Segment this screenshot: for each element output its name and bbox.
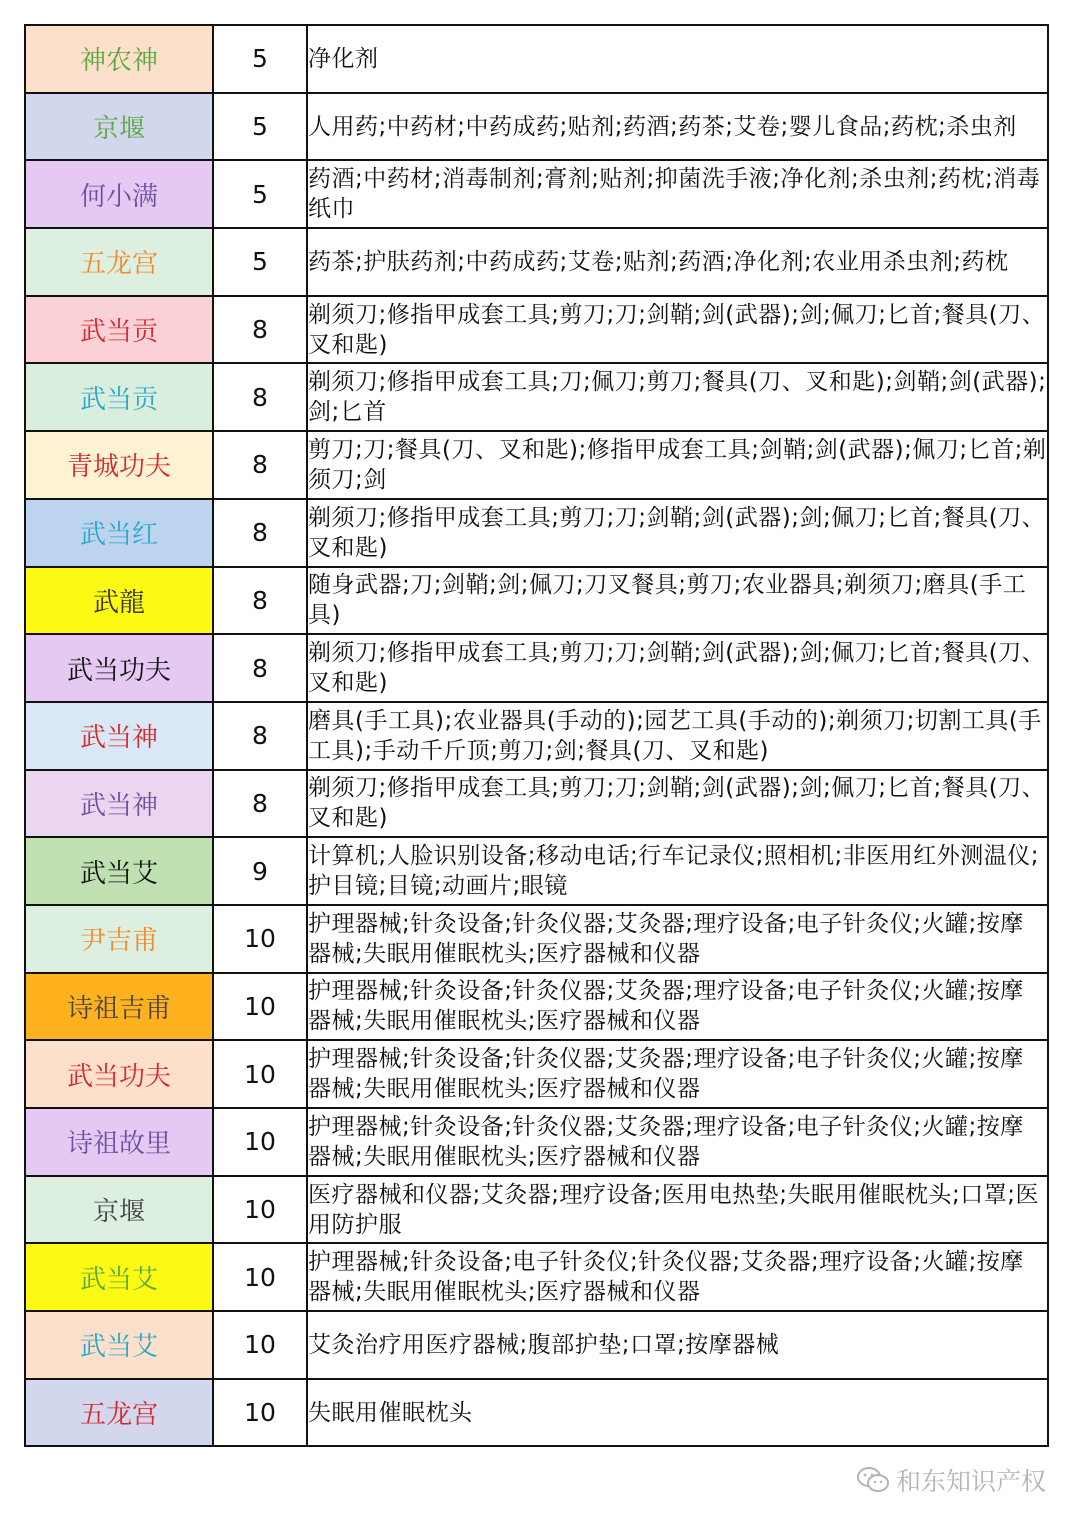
goods-cell: 剪刀;刀;餐具(刀、叉和匙);修指甲成套工具;剑鞘;剑(武器);佩刀;匕首;剃须刀;剑 xyxy=(307,431,1048,499)
mark-cell: 武当功夫 xyxy=(25,634,213,702)
table-row xyxy=(25,296,1048,364)
class-cell: 8 xyxy=(213,634,307,702)
class-cell: 5 xyxy=(213,160,307,228)
mark-cell: 京堰 xyxy=(25,1176,213,1244)
class-cell: 5 xyxy=(213,25,307,93)
goods-cell: 剃须刀;修指甲成套工具;剪刀;刀;剑鞘;剑(武器);剑;佩刀;匕首;餐具(刀、叉和匙) xyxy=(307,770,1048,838)
goods-cell: 随身武器;刀;剑鞘;剑;佩刀;刀叉餐具;剪刀;农业器具;剃须刀;磨具(手工具) xyxy=(307,567,1048,635)
table-row xyxy=(25,160,1048,228)
class-cell: 8 xyxy=(213,702,307,770)
class-cell: 10 xyxy=(213,1243,307,1311)
class-cell: 10 xyxy=(213,1311,307,1379)
goods-cell: 失眠用催眠枕头 xyxy=(307,1379,1048,1447)
mark-cell: 诗祖故里 xyxy=(25,1108,213,1176)
table-row xyxy=(25,25,1048,93)
class-cell: 8 xyxy=(213,431,307,499)
mark-cell: 京堰 xyxy=(25,93,213,161)
table-body xyxy=(25,25,1048,1446)
table-row xyxy=(25,973,1048,1041)
mark-cell: 何小满 xyxy=(25,160,213,228)
goods-cell: 药酒;中药材;消毒制剂;膏剂;贴剂;抑菌洗手液;净化剂;杀虫剂;药枕;消毒纸巾 xyxy=(307,160,1048,228)
table-row xyxy=(25,1040,1048,1108)
class-cell: 8 xyxy=(213,296,307,364)
mark-cell: 武当艾 xyxy=(25,1311,213,1379)
mark-cell: 武当红 xyxy=(25,499,213,567)
class-cell: 5 xyxy=(213,228,307,296)
class-cell: 9 xyxy=(213,837,307,905)
class-cell: 10 xyxy=(213,1040,307,1108)
mark-cell: 青城功夫 xyxy=(25,431,213,499)
mark-cell: 五龙宫 xyxy=(25,228,213,296)
class-cell: 5 xyxy=(213,93,307,161)
goods-cell: 净化剂 xyxy=(307,25,1048,93)
class-cell: 10 xyxy=(213,905,307,973)
goods-cell: 护理器械;针灸设备;针灸仪器;艾灸器;理疗设备;电子针灸仪;火罐;按摩器械;失眠用催眠枕头;医疗器械和仪器 xyxy=(307,973,1048,1041)
table-row xyxy=(25,702,1048,770)
class-cell: 10 xyxy=(213,1176,307,1244)
mark-cell: 武当神 xyxy=(25,702,213,770)
class-cell: 8 xyxy=(213,499,307,567)
goods-cell: 艾灸治疗用医疗器械;腹部护垫;口罩;按摩器械 xyxy=(307,1311,1048,1379)
table-row xyxy=(25,905,1048,973)
goods-cell: 计算机;人脸识别设备;移动电话;行车记录仪;照相机;非医用红外测温仪;护目镜;目镜;动画片;眼镜 xyxy=(307,837,1048,905)
table-row xyxy=(25,499,1048,567)
watermark xyxy=(856,1462,1046,1498)
mark-cell: 尹吉甫 xyxy=(25,905,213,973)
table-row xyxy=(25,837,1048,905)
mark-cell: 武当艾 xyxy=(25,837,213,905)
class-cell: 10 xyxy=(213,973,307,1041)
goods-cell: 护理器械;针灸设备;电子针灸仪;针灸仪器;艾灸器;理疗设备;火罐;按摩器械;失眠用催眠枕头;医疗器械和仪器 xyxy=(307,1243,1048,1311)
class-cell: 10 xyxy=(213,1379,307,1447)
table-row xyxy=(25,1108,1048,1176)
goods-cell: 剃须刀;修指甲成套工具;剪刀;刀;剑鞘;剑(武器);剑;佩刀;匕首;餐具(刀、叉和匙) xyxy=(307,634,1048,702)
mark-cell: 武当神 xyxy=(25,770,213,838)
goods-cell: 护理器械;针灸设备;针灸仪器;艾灸器;理疗设备;电子针灸仪;火罐;按摩器械;失眠用催眠枕头;医疗器械和仪器 xyxy=(307,905,1048,973)
table-row xyxy=(25,1379,1048,1447)
table-row xyxy=(25,431,1048,499)
class-cell: 8 xyxy=(213,363,307,431)
mark-cell: 武当艾 xyxy=(25,1243,213,1311)
table-row xyxy=(25,770,1048,838)
table-row xyxy=(25,1243,1048,1311)
mark-cell: 武当贡 xyxy=(25,363,213,431)
table-row xyxy=(25,634,1048,702)
mark-cell: 武当功夫 xyxy=(25,1040,213,1108)
mark-cell: 诗祖吉甫 xyxy=(25,973,213,1041)
table-row xyxy=(25,363,1048,431)
table-row xyxy=(25,567,1048,635)
goods-cell: 护理器械;针灸设备;针灸仪器;艾灸器;理疗设备;电子针灸仪;火罐;按摩器械;失眠用催眠枕头;医疗器械和仪器 xyxy=(307,1108,1048,1176)
wechat-icon xyxy=(856,1466,890,1494)
goods-cell: 剃须刀;修指甲成套工具;剪刀;刀;剑鞘;剑(武器);剑;佩刀;匕首;餐具(刀、叉和匙) xyxy=(307,296,1048,364)
mark-cell: 神农神 xyxy=(25,25,213,93)
goods-cell: 药茶;护肤药剂;中药成药;艾卷;贴剂;药酒;净化剂;农业用杀虫剂;药枕 xyxy=(307,228,1048,296)
goods-cell: 磨具(手工具);农业器具(手动的);园艺工具(手动的);剃须刀;切割工具(手工具);手动千斤顶;剪刀;剑;餐具(刀、叉和匙) xyxy=(307,702,1048,770)
goods-cell: 剃须刀;修指甲成套工具;剪刀;刀;剑鞘;剑(武器);剑;佩刀;匕首;餐具(刀、叉和匙) xyxy=(307,499,1048,567)
class-cell: 10 xyxy=(213,1108,307,1176)
table-row xyxy=(25,1176,1048,1244)
mark-cell: 五龙宫 xyxy=(25,1379,213,1447)
table-row xyxy=(25,1311,1048,1379)
class-cell: 8 xyxy=(213,770,307,838)
goods-cell: 护理器械;针灸设备;针灸仪器;艾灸器;理疗设备;电子针灸仪;火罐;按摩器械;失眠用催眠枕头;医疗器械和仪器 xyxy=(307,1040,1048,1108)
watermark-text: 和东知识产权 xyxy=(895,1467,1046,1496)
table-row xyxy=(25,228,1048,296)
class-cell: 8 xyxy=(213,567,307,635)
table-row xyxy=(25,93,1048,161)
goods-cell: 医疗器械和仪器;艾灸器;理疗设备;医用电热垫;失眠用催眠枕头;口罩;医用防护服 xyxy=(307,1176,1048,1244)
goods-cell: 人用药;中药材;中药成药;贴剂;药酒;药茶;艾卷;婴儿食品;药枕;杀虫剂 xyxy=(307,93,1048,161)
mark-cell: 武当贡 xyxy=(25,296,213,364)
trademark-table xyxy=(24,24,1049,1447)
goods-cell: 剃须刀;修指甲成套工具;刀;佩刀;剪刀;餐具(刀、叉和匙);剑鞘;剑(武器);剑;匕首 xyxy=(307,363,1048,431)
mark-cell: 武龍 xyxy=(25,567,213,635)
